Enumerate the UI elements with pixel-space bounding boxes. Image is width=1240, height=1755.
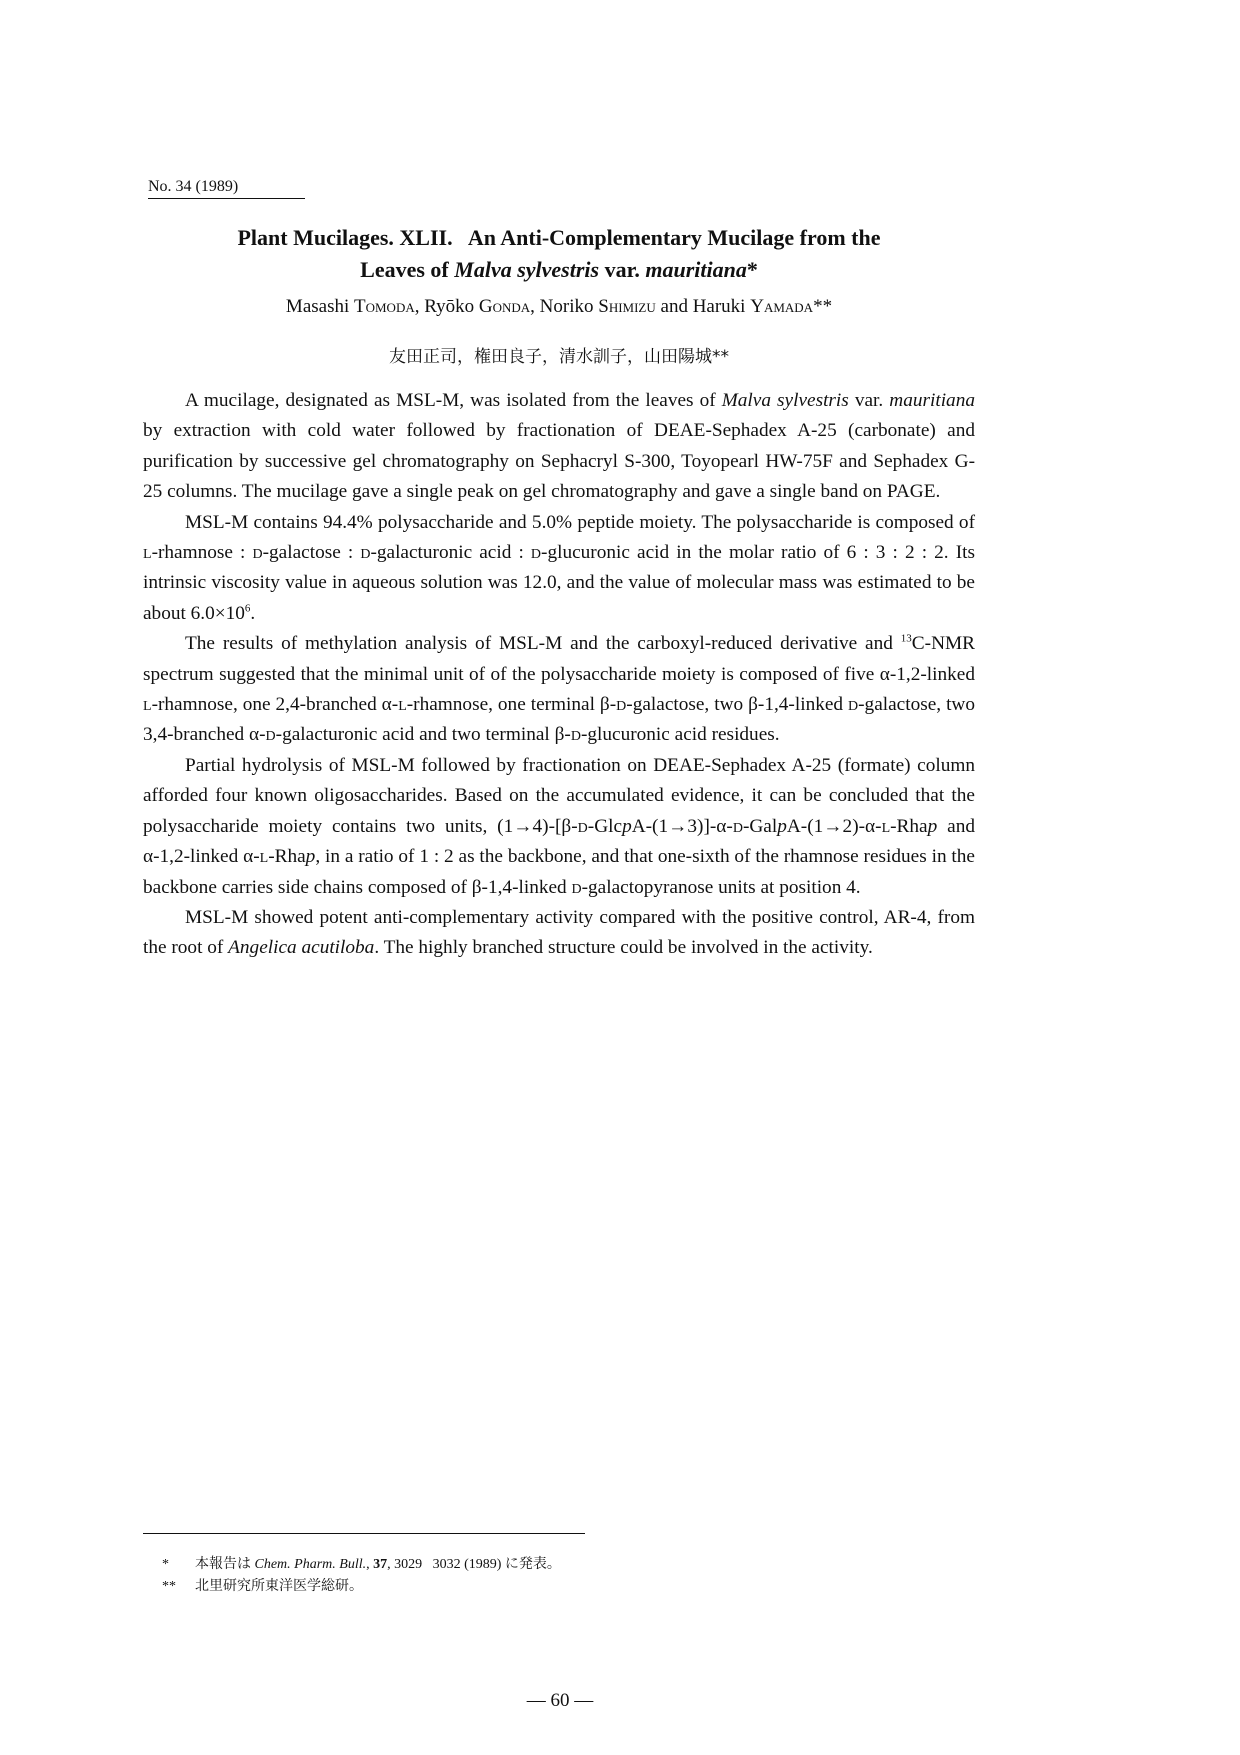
text-segment: -galacturonic acid : [370, 542, 531, 564]
text-segment: var. [599, 257, 646, 282]
journal-reference: No. 34 (1989) [148, 178, 305, 199]
text-segment: 本報告は [195, 1557, 255, 1572]
text-segment: var. [848, 390, 890, 411]
text-segment: Yamada [750, 296, 814, 317]
text-segment: -glucuronic acid residues. [580, 724, 780, 746]
text-segment: , Noriko [530, 296, 599, 317]
abstract-body [143, 386, 975, 964]
text-segment: Angelica acutiloba [228, 937, 375, 959]
text-segment: 北里研究所東洋医学総研。 [195, 1579, 363, 1594]
text-segment: and α-1,2-linked α- [143, 815, 975, 868]
text-segment: d [265, 724, 276, 746]
text-segment: -Gal [742, 815, 778, 837]
text-segment: -Rha [268, 846, 306, 868]
text-segment: -galacturonic acid and two terminal β- [275, 724, 571, 746]
footnote-divider [143, 1533, 585, 1534]
text-segment: C-NMR spectrum suggested that the minimal unit of of the polysaccharide moiety is composed of five α-1,2-linked [143, 633, 975, 685]
text-segment: Partial hydrolysis of MSL-M followed by fractionation on DEAE-Sephadex A-25 (formate) column afforded four known oligosaccharides. Based on the accumulated evidence, it can be concluded that the polysaccharide moiety contains two units, (1→4)-[β- [143, 754, 975, 837]
paper-title [143, 222, 975, 286]
text-segment: mauritiana [889, 390, 975, 411]
footnotes [162, 1554, 561, 1598]
paragraph-1 [143, 386, 975, 508]
text-segment: Chem. Pharm. Bull. [254, 1557, 367, 1572]
title-line-2 [143, 254, 975, 286]
footnote-2 [162, 1576, 561, 1598]
footnote-mark: * [162, 1557, 169, 1572]
text-segment: l [143, 542, 152, 564]
text-segment: , [366, 1557, 374, 1572]
text-segment: . [250, 602, 256, 624]
text-segment: -rhamnose, one terminal β- [406, 694, 617, 716]
title-line-1: Plant Mucilages. XLII. An Anti-Complementary Mucilage from the [237, 225, 881, 250]
text-segment: A mucilage, designated as MSL-M, was isolated from the leaves of [185, 390, 722, 411]
author-list-japanese: 友田正司，権田良子，清水訓子，山田陽城** [389, 347, 729, 367]
author-list [143, 296, 975, 318]
text-segment: A-(1→2)-α- [786, 815, 882, 837]
text-segment: d [252, 542, 263, 564]
paragraph-5 [143, 903, 975, 964]
text-segment: Masashi [285, 296, 354, 317]
text-segment: -galactose, two 3,4-branched α- [143, 694, 975, 746]
paragraph-3 [143, 629, 975, 751]
text-segment: p [927, 815, 938, 837]
footnote-mark: ** [162, 1579, 176, 1594]
text-segment: A-(1→3)]-α- [631, 815, 733, 837]
paragraph-2 [143, 508, 975, 630]
text-segment: and Haruki [655, 296, 751, 317]
text-segment: Malva sylvestris [721, 390, 849, 411]
text-segment: * [746, 257, 758, 282]
page-number: — 60 — [526, 1690, 594, 1711]
text-segment: d [848, 694, 859, 716]
text-segment: . The highly branched structure could be involved in the activity. [374, 937, 873, 959]
text-segment: Gonda [478, 296, 531, 317]
text-segment: , 3029 3032 (1989) に発表。 [387, 1557, 561, 1572]
text-segment: p [777, 815, 787, 837]
text-segment: Shimizu [598, 296, 656, 317]
text-segment: d [570, 724, 581, 746]
text-segment: -galactose : [262, 542, 361, 564]
text-segment: The results of methylation analysis of MSL-M and the carboxyl-reduced derivative and [185, 633, 901, 655]
footnote-text [195, 1576, 363, 1598]
paragraph-4 [143, 751, 975, 903]
text-segment: 37 [373, 1557, 388, 1572]
text-segment: -galactose, two β-1,4-linked [626, 694, 849, 716]
text-segment: -rhamnose : [151, 542, 253, 564]
text-segment: 6 [244, 602, 251, 615]
text-segment: , in a ratio of 1 : 2 as the backbone, and that one-sixth of the rhamnose residues in the backbone carries side chains composed of β-1,4-linked [143, 846, 975, 898]
text-segment: , Ryōko [414, 296, 479, 317]
text-segment: l [398, 694, 407, 716]
text-segment: ** [813, 296, 833, 317]
text-segment: d [571, 876, 582, 898]
text-segment: -Rha [890, 815, 928, 837]
text-segment: Leaves of [360, 257, 455, 282]
text-segment: d [360, 542, 371, 564]
text-segment: l [881, 815, 891, 837]
text-segment: d [530, 542, 542, 564]
text-segment: -glucuronic acid in the molar ratio of 6 : 3 : 2 : 2. Its intrinsic viscosity value in aqueous solution was 12.0, and the value of molecular mass was estimated to be about 6.0×10 [143, 542, 975, 624]
text-segment: d [577, 815, 588, 837]
text-segment: p [305, 846, 316, 868]
text-segment: l [259, 846, 269, 868]
text-segment: MSL-M contains 94.4% polysaccharide and 5.0% peptide moiety. The polysaccharide is composed of [185, 511, 975, 533]
text-segment: by extraction with cold water followed by fractionation of DEAE-Sephadex A-25 (carbonate) and purification by successive gel chromatography on Sephacryl S-300, Toyopearl HW-75F and Sephadex G-25 columns. The mucilage gave a single peak on gel chromatography and gave a single band on PAGE. [143, 420, 975, 503]
text-segment: Tomoda [354, 296, 415, 317]
text-segment: -rhamnose, one 2,4-branched α- [151, 694, 399, 716]
footnote-text [195, 1554, 561, 1576]
text-segment: MSL-M showed potent anti-complementary activity compared with the positive control, AR-4, from the root of [143, 906, 975, 959]
text-segment: d [616, 694, 627, 716]
text-segment: d [732, 815, 743, 837]
footnote-1 [162, 1554, 561, 1576]
text-segment: mauritiana [645, 257, 747, 282]
text-segment: p [622, 815, 632, 837]
text-segment: -galactopyranose units at position 4. [581, 876, 861, 898]
text-segment: Malva sylvestris [454, 257, 600, 282]
text-segment: l [143, 694, 152, 716]
text-segment: 13 [900, 632, 912, 645]
text-segment: -Glc [587, 815, 623, 837]
